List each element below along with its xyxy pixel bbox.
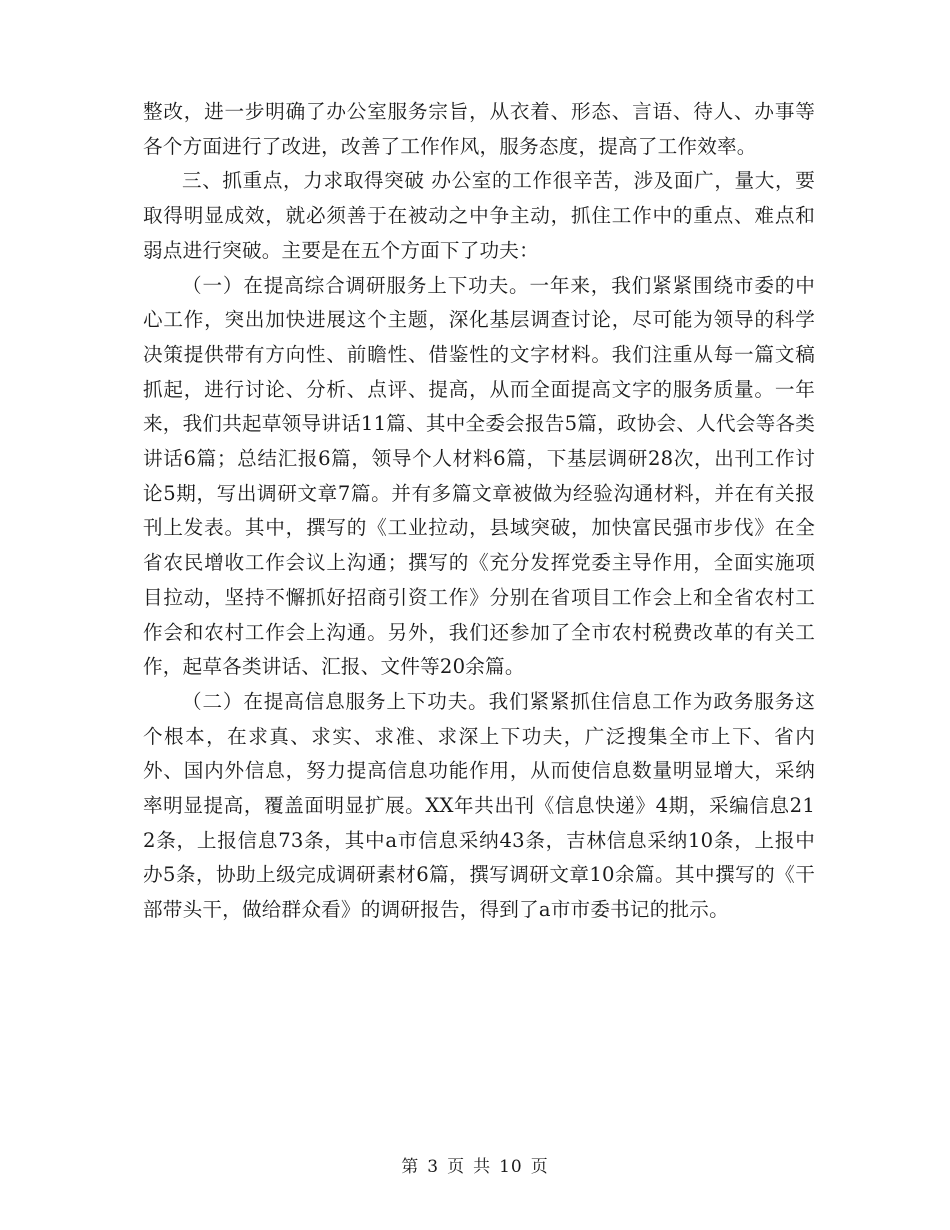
paragraph-rectification: 整改，进一步明确了办公室服务宗旨，从衣着、形态、言语、待人、办事等各个方面进行了改进，改善了工作作风，服务态度，提高了工作效率。	[143, 100, 815, 158]
page-footer	[0, 1152, 950, 1177]
page-number-current: 3	[427, 1157, 440, 1177]
paragraph-information-service: （二）在提高信息服务上下功夫。我们紧紧抓住信息工作为政务服务这个根本，在求真、求实、求准、求深上下功夫，广泛搜集全市上下、省内外、国内外信息，努力提高信息功能作用，从而使信息数量明显增大，采纳率明显提高，覆盖面明显扩展。XX年共出刊《信息快递》4期，采编信息212条，上报信息73条，其中a市信息采纳43条，吉林信息采纳10条，上报中办5条，协助上级完成调研素材6篇，撰写调研文章10余篇。其中撰写的《干部带头干，做给群众看》的调研报告，得到了a市市委书记的批示。	[143, 689, 815, 922]
document-body	[143, 95, 815, 928]
footer-total-prefix: 共	[473, 1157, 492, 1177]
paragraph-research-service: （一）在提高综合调研服务上下功夫。一年来，我们紧紧围绕市委的中心工作，突出加快进展这个主题，深化基层调查讨论，尽可能为领导的科学决策提供带有方向性、前瞻性、借鉴性的文字材料。我们注重从每一篇文稿抓起，进行讨论、分析、点评、提高，从而全面提高文字的服务质量。一年来，我们共起草领导讲话11篇、其中全委会报告5篇，政协会、人代会等各类讲话6篇；总结汇报6篇，领导个人材料6篇，下基层调研28次，出刊工作讨论5期，写出调研文章7篇。并有多篇文章被做为经验沟通材料，并在有关报刊上发表。其中，撰写的《工业拉动，县域突破，加快富民强市步伐》在全省农民增收工作会议上沟通；撰写的《充分发挥党委主导作用，全面实施项目拉动，坚持不懈抓好招商引资工作》分别在省项目工作会上和全省农村工作会和农村工作会上沟通。另外，我们还参加了全市农村税费改革的有关工作，起草各类讲话、汇报、文件等20余篇。	[143, 273, 815, 679]
footer-page-word: 页	[447, 1157, 466, 1177]
page-number-total: 10	[499, 1157, 523, 1177]
footer-suffix: 页	[530, 1157, 549, 1177]
footer-prefix: 第	[401, 1157, 420, 1177]
paragraph-section-three: 三、抓重点，力求取得突破 办公室的工作很辛苦，涉及面广，量大，要取得明显成效，就必须善于在被动之中争主动，抓住工作中的重点、难点和弱点进行突破。主要是在五个方面下了功夫：	[143, 169, 815, 262]
